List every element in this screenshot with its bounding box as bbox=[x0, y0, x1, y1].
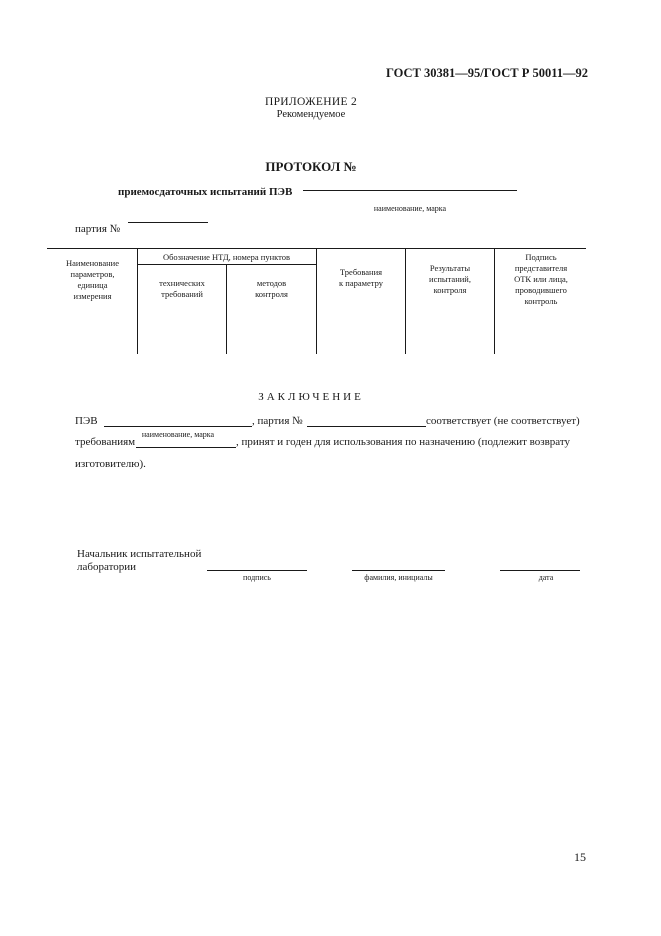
conclusion-product-blank[interactable] bbox=[104, 426, 252, 427]
conclusion-name-caption: наименование, марка bbox=[141, 430, 215, 439]
standard-number: ГОСТ 30381—95/ГОСТ Р 50011—92 bbox=[386, 66, 589, 80]
batch-number-blank[interactable] bbox=[128, 222, 208, 223]
conclusion-requirements-label: требованиям bbox=[75, 436, 136, 448]
table-group-rule bbox=[137, 264, 316, 265]
product-name-blank[interactable] bbox=[303, 190, 517, 191]
conclusion-pev-label: ПЭВ bbox=[75, 415, 98, 427]
header-ntd-technical: технических требований bbox=[159, 278, 205, 299]
conclusion-accepted-text: , принят и годен для использования по назначению (подлежит возврату bbox=[236, 436, 571, 448]
page-number: 15 bbox=[574, 850, 586, 864]
appendix-title: ПРИЛОЖЕНИЕ 2 bbox=[264, 96, 357, 108]
header-requirements: Требования к параметру bbox=[339, 267, 383, 288]
name-blank[interactable] bbox=[352, 570, 445, 571]
lab-head-title-cont: лаборатории bbox=[77, 561, 137, 573]
conclusion-return-text: изготовителю). bbox=[75, 458, 146, 470]
conclusion-batch-label: , партия № bbox=[252, 415, 303, 427]
table-col-divider bbox=[316, 248, 317, 354]
signature-caption: подпись bbox=[243, 573, 271, 582]
product-name-caption: наименование, марка bbox=[373, 204, 447, 213]
batch-label: партия № bbox=[75, 223, 121, 235]
lab-head-title: Начальник испытательной bbox=[77, 548, 202, 560]
conclusion-title: ЗАКЛЮЧЕНИЕ bbox=[258, 391, 364, 403]
date-caption: дата bbox=[538, 573, 554, 582]
conclusion-batch-blank[interactable] bbox=[307, 426, 426, 427]
protocol-subtitle: приемосдаточных испытаний ПЭВ bbox=[118, 186, 293, 198]
header-results: Результаты испытаний, контроля bbox=[429, 263, 471, 295]
header-parameter: Наименование параметров, единица измерения bbox=[66, 258, 119, 301]
conclusion-complies: соответствует (не соответствует) bbox=[426, 415, 580, 427]
date-blank[interactable] bbox=[500, 570, 580, 571]
conclusion-requirements-blank[interactable] bbox=[136, 447, 236, 448]
header-ntd-methods: методов контроля bbox=[255, 278, 288, 299]
protocol-title: ПРОТОКОЛ № bbox=[265, 159, 357, 174]
appendix-subtitle: Рекомендуемое bbox=[276, 109, 346, 120]
name-caption: фамилия, инициалы bbox=[364, 573, 433, 582]
header-ntd-group: Обозначение НТД, номера пунктов bbox=[162, 252, 291, 262]
signature-blank[interactable] bbox=[207, 570, 307, 571]
header-signature: Подпись представителя ОТК или лица, проводившего контроль bbox=[514, 252, 568, 306]
